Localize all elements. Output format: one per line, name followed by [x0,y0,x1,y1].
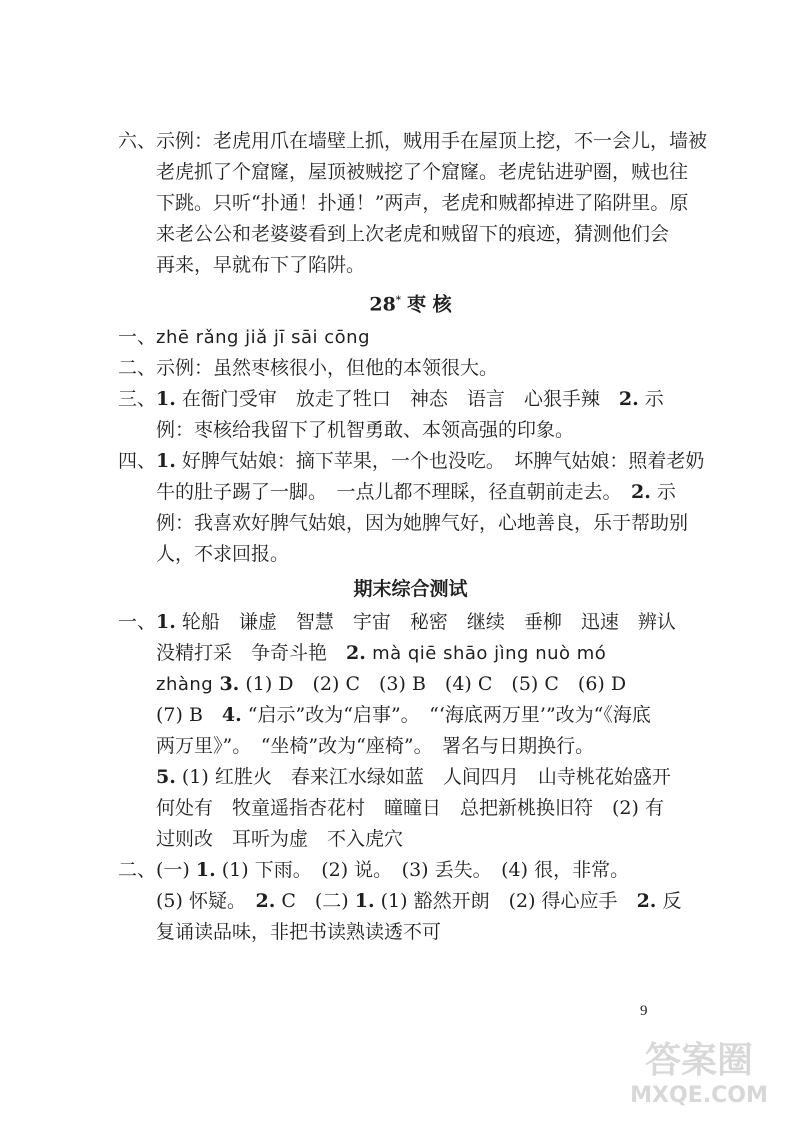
item-number: 4. [221,704,242,727]
item-number: 1. [156,388,176,411]
final-part-2-line-1 [118,855,703,886]
item-number: 1. [354,890,375,913]
item-number: 2. [618,388,639,411]
final-part-1-line-6 [118,762,703,793]
lesson-mark: * [395,295,402,306]
answer-text: 在衙门受审 放走了牲口 神态 语言 心狠手辣 [175,388,619,411]
item-number: 3. [219,673,240,696]
answer-text: C (二) [275,890,355,913]
item-number: 2. [631,481,651,504]
answer-text: 反 [656,890,682,913]
lesson-28-question-4-line-3: 例：我喜欢好脾气姑娘，因为她脾气好，心地善良，乐于帮助别 [156,512,689,535]
section-six-line-5: 再来，早就布下了陷阱。 [156,254,366,276]
final-test-title: 期末综合测试 [353,578,468,601]
lesson-28-question-4-line-2 [118,477,703,508]
watermark-text-bottom: MXQE.COM [630,1083,768,1108]
answer-text: 示 [638,388,664,411]
final-part-2-line-3: 复诵读品味，非把书读熟读透不可 [156,921,442,944]
section-six-line-3: 下跳。只听“扑通！扑通！”两声，老虎和贼都掉进了陷阱里。原 [156,192,689,214]
final-part-1-line-2 [118,638,703,669]
lesson-name: 枣 核 [407,293,452,316]
section-six-line-4: 来老公公和老婆婆看到上次老虎和贼留下的痕迹，猜测他们会 [156,223,670,245]
pinyin-answers: zhàng [156,674,220,696]
answer-text: (1) D (2) C (3) B (4) C (5) C (6) D [239,673,627,696]
item-number: 5. [156,766,176,789]
answer-text: 轮船 谦虚 智慧 宇宙 秘密 继续 垂柳 迅速 辨认 [175,611,676,634]
item-number: 1. [156,450,176,473]
section-six-line-1: 六、示例：老虎用爪在墙壁上抓，贼用手在屋顶上挖，不一会儿，墙被 [118,130,708,152]
watermark-logo [612,1030,787,1110]
final-part-1-line-7: 何处有 牧童遥指杏花村 曈曈日 总把新桃换旧符 (2) 有 [156,797,664,820]
answer-text: 没精打采 争奇斗艳 [156,642,347,665]
question-label: 一、 [118,326,157,349]
question-label: 三、 [118,388,157,411]
final-part-1-line-1 [118,607,703,638]
answer-text: 示 [650,481,676,504]
answer-text: (1) 红胜火 春来江水绿如蓝 人间四月 山寺桃花始盛开 [175,766,671,789]
answer-page-content [118,126,708,948]
answer-text: (5) 怀疑。 [156,890,256,913]
section-six-line-2: 老虎抓了个窟窿，屋顶被贼挖了个窟窿。老虎钻进驴圈，贼也往 [156,161,689,183]
final-part-2-line-2 [118,886,703,917]
final-part-1-line-5: 两万里》”。 “坐椅”改为“座椅”。 署名与日期换行。 [156,735,595,758]
lesson-number: 28 [369,293,396,316]
answer-text: (7) B [156,704,222,727]
lesson-28-question-4 [118,446,703,477]
answer-text: 好脾气姑娘：摘下苹果，一个也没吃。 坏脾气姑娘：照着老奶 [175,450,705,473]
final-part-1-line-3 [118,669,703,700]
answer-text: 牛的肚子踢了一脚。 一点儿都不理睬，径直朝前走去。 [156,481,632,504]
final-part-1-line-8: 过则改 耳听为虚 不入虎穴 [156,828,404,851]
watermark-text-top: 答案圈 [644,1040,754,1081]
answer-text: (1) 下雨。 (2) 说。 (3) 丢失。 (4) 很，非常。 [215,859,630,882]
pinyin-answers: zhē rǎng jiǎ jī sāi cōng [156,327,371,349]
item-number: 2. [636,890,657,913]
lesson-28-question-4-line-4: 人，不求回报。 [156,543,290,566]
item-number: 1. [195,859,216,882]
lesson-28-question-3 [118,384,703,415]
pinyin-answers: mà qiē shāo jìng nuò mó [365,643,607,665]
lesson-28-question-2: 二、示例：虽然枣核很小，但他的本领很大。 [118,357,499,380]
page-number: 9 [640,1003,648,1019]
question-label: 四、 [118,450,157,473]
lesson-28-question-3-line-2: 例：枣核给我留下了机智勇敢、本领高强的印象。 [156,419,575,442]
lesson-28-title [118,285,703,320]
question-label: 一、 [118,611,157,634]
question-label: 二、(一) [118,859,196,882]
item-number: 2. [346,642,366,665]
answer-text: (1) 豁然开朗 (2) 得心应手 [374,890,637,913]
item-number: 2. [255,890,276,913]
answer-text: “启示”改为“启事”。 “‘海底两万里’”改为“《海底 [241,704,651,727]
final-part-1-line-4 [118,700,703,731]
item-number: 1. [156,611,176,634]
lesson-28-question-1 [118,322,703,353]
